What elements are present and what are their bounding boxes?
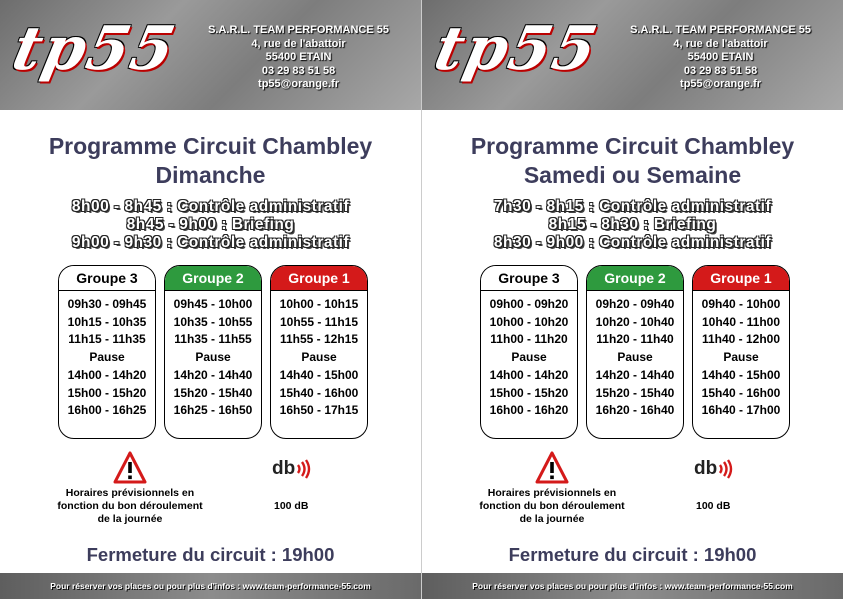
time-slot: 09h30 - 09h45 (67, 297, 147, 311)
time-slot: 15h00 - 15h20 (67, 385, 147, 400)
pause-label: Pause (723, 350, 759, 365)
group-3-header: Groupe 3 (481, 266, 577, 291)
time-slot: 15h20 - 15h40 (595, 385, 675, 400)
program-day: Dimanche (155, 162, 266, 188)
time-slot: 11h35 - 11h55 (174, 332, 252, 347)
warning-icon (113, 451, 147, 485)
time-slot: 11h20 - 11h40 (596, 332, 674, 347)
company-city: 55400 ETAIN (265, 51, 332, 63)
company-name: S.A.R.L. TEAM PERFORMANCE 55 (208, 24, 389, 36)
company-phone: 03 29 83 51 58 (261, 64, 336, 77)
program-title: Programme Circuit Chambley (48, 133, 373, 159)
company-info (630, 24, 811, 92)
tp55-logo: tp55 (6, 14, 183, 84)
schedule-line: 7h30 - 8h15 : Contrôle administratif (493, 198, 772, 215)
schedule-line: 8h00 - 8h45 : Contrôle administratif (71, 198, 350, 215)
group-2-header: Groupe 2 (587, 266, 683, 291)
time-slot: 16h40 - 17h00 (701, 403, 781, 418)
company-email: tp55@orange.fr (258, 78, 340, 90)
time-slot: 11h40 - 12h00 (701, 332, 781, 347)
closing-time: Fermeture du circuit : 19h00 (508, 544, 757, 565)
pause-label: Pause (511, 350, 547, 365)
noise-level-label: 100 dB (274, 500, 309, 512)
noise-level-icon: db (272, 458, 312, 480)
pause-label: Pause (89, 350, 125, 365)
time-slot: 10h15 - 10h35 (67, 314, 147, 329)
pause-label: Pause (617, 350, 653, 365)
time-slot: 14h40 - 15h00 (701, 367, 781, 382)
schedule-line: 8h15 - 8h30 : Briefing (548, 216, 717, 233)
time-slot: 10h35 - 10h55 (173, 314, 253, 329)
group-2-card (164, 265, 262, 439)
time-slot: 16h00 - 16h20 (489, 403, 569, 418)
schedule-line: 9h00 - 9h30 : Contrôle administratif (71, 234, 350, 251)
time-slot: 10h20 - 10h40 (595, 314, 675, 329)
time-slot: 16h50 - 17h15 (279, 403, 359, 418)
warning-icon (535, 451, 569, 485)
company-info (208, 24, 389, 92)
noise-level-label: 100 dB (696, 500, 731, 512)
flyer-dimanche (0, 0, 421, 599)
pause-label: Pause (195, 350, 231, 365)
time-slot: 09h20 - 09h40 (595, 297, 675, 311)
group-3-header: Groupe 3 (59, 266, 155, 291)
time-slot: 14h00 - 14h20 (67, 367, 147, 382)
time-slot: 15h40 - 16h00 (279, 385, 359, 400)
group-2-header: Groupe 2 (165, 266, 261, 291)
company-address: 4, rue de l'abattoir (673, 37, 768, 50)
group-2-card (586, 265, 684, 439)
time-slot: 10h40 - 11h00 (701, 314, 781, 329)
time-slot: 09h00 - 09h20 (489, 297, 569, 311)
closing-time: Fermeture du circuit : 19h00 (86, 544, 335, 565)
sound-waves-icon (718, 459, 734, 479)
noise-level-icon: db (694, 458, 734, 480)
tp55-logo: tp55 (428, 14, 605, 84)
group-1-card (692, 265, 790, 439)
time-slot: 14h20 - 14h40 (173, 367, 253, 382)
time-slot: 09h40 - 10h00 (701, 297, 781, 311)
company-address: 4, rue de l'abattoir (251, 37, 346, 50)
time-slot: 16h25 - 16h50 (173, 403, 253, 418)
time-slot: 14h00 - 14h20 (489, 367, 569, 382)
time-slot: 11h55 - 12h15 (279, 332, 359, 347)
time-slot: 15h40 - 16h00 (701, 385, 781, 400)
schedule-line: 8h30 - 9h00 : Contrôle administratif (493, 234, 772, 251)
time-slot: 15h20 - 15h40 (173, 385, 253, 400)
time-slot: 14h40 - 15h00 (279, 367, 359, 382)
company-city: 55400 ETAIN (687, 51, 754, 63)
time-slot: 10h00 - 10h20 (489, 314, 569, 329)
company-name: S.A.R.L. TEAM PERFORMANCE 55 (630, 24, 811, 36)
schedule-line: 8h45 - 9h00 : Briefing (126, 216, 295, 233)
group-1-card (270, 265, 368, 439)
group-3-card (480, 265, 578, 439)
time-slot: 09h45 - 10h00 (173, 297, 253, 311)
time-slot: 11h15 - 11h35 (68, 332, 146, 347)
time-slot: 15h00 - 15h20 (489, 385, 569, 400)
footer-contact: Pour réserver vos places ou pour plus d'infos : www.team-performance-55.com (0, 573, 421, 599)
header-banner (0, 0, 421, 110)
sound-waves-icon (296, 459, 312, 479)
warning-text: Horaires prévisionnels en fonction du bon déroulement de la journée (479, 487, 625, 525)
flyer-samedi-semaine (421, 0, 843, 599)
warning-text: Horaires prévisionnels en fonction du bon déroulement de la journée (57, 487, 203, 525)
header-banner (422, 0, 843, 110)
group-3-card (58, 265, 156, 439)
program-title: Programme Circuit Chambley (470, 133, 795, 159)
group-1-header: Groupe 1 (271, 266, 367, 291)
time-slot: 10h00 - 10h15 (279, 297, 359, 311)
time-slot: 10h55 - 11h15 (279, 314, 359, 329)
time-slot: 14h20 - 14h40 (595, 367, 675, 382)
group-1-header: Groupe 1 (693, 266, 789, 291)
company-phone: 03 29 83 51 58 (683, 64, 758, 77)
pause-label: Pause (301, 350, 337, 365)
footer-contact: Pour réserver vos places ou pour plus d'infos : www.team-performance-55.com (422, 573, 843, 599)
program-day: Samedi ou Semaine (523, 162, 742, 188)
time-slot: 16h20 - 16h40 (595, 403, 675, 418)
time-slot: 11h00 - 11h20 (490, 332, 568, 347)
company-email: tp55@orange.fr (680, 78, 762, 90)
time-slot: 16h00 - 16h25 (67, 403, 147, 418)
